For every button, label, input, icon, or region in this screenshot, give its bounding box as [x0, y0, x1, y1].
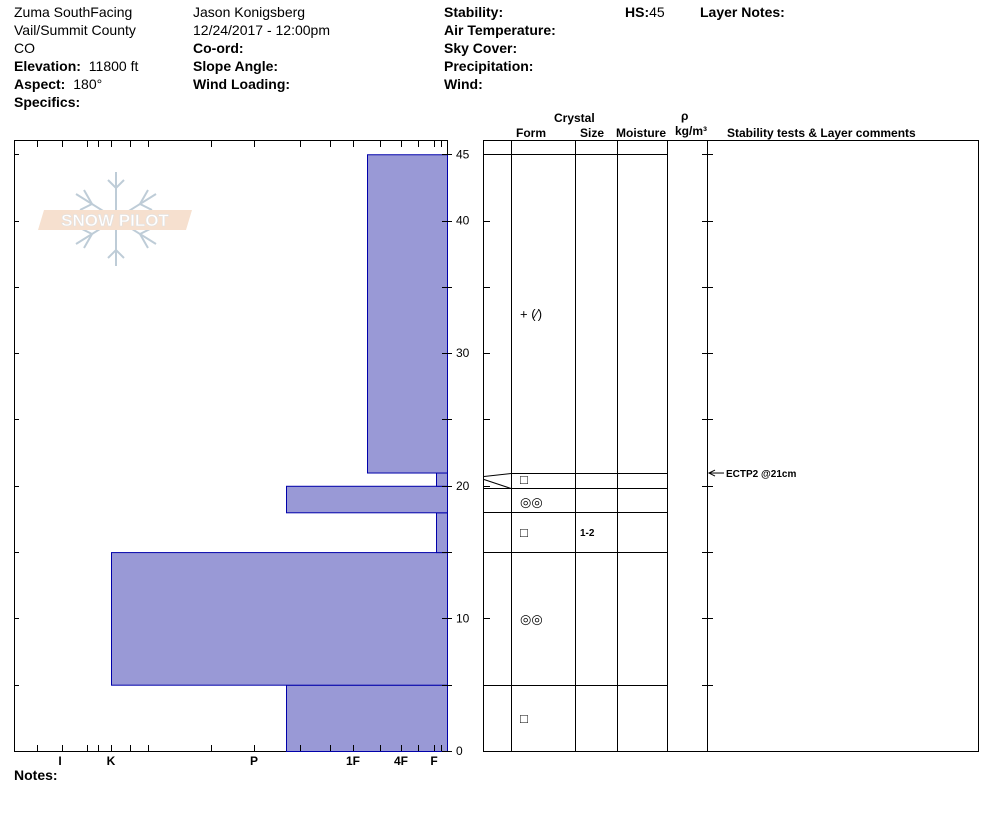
size-header: Size [580, 126, 605, 140]
notes-label: Notes: [14, 767, 58, 783]
table-column-dividers [512, 140, 708, 751]
wind-loading-label: Wind Loading: [193, 76, 291, 92]
layer-table-frame [484, 141, 979, 752]
density-unit-header: kg/m³ [675, 124, 708, 138]
depth-label-45: 45 [456, 147, 470, 162]
hardness-label-4F: 4F [393, 754, 409, 768]
moisture-header: Moisture [616, 126, 667, 140]
aspect-label: Aspect: [14, 76, 66, 92]
table-ticks [484, 155, 713, 752]
grain-form-1: ◎◎ [520, 611, 543, 627]
rho-header: ρ [681, 109, 689, 123]
stability-test-annotations [709, 469, 796, 480]
depth-label-0: 0 [456, 744, 463, 758]
grain-form-4: □ [520, 472, 528, 488]
hardness-bar-3 [287, 486, 448, 513]
hardness-bar-2 [437, 513, 448, 553]
coord-label: Co-ord: [193, 40, 244, 56]
test-label-0: ECTP2 @21cm [726, 469, 797, 481]
observer: Jason Konigsberg [193, 4, 306, 20]
elevation-label: Elevation: [14, 58, 81, 74]
region: Vail/Summit County [14, 22, 136, 38]
hardness-bar-1 [112, 553, 448, 686]
grain-size-2: 1-2 [580, 528, 595, 540]
comments-header: Stability tests & Layer comments [727, 126, 916, 140]
hs-label: HS: [625, 4, 650, 20]
location-name: Zuma SouthFacing [14, 4, 133, 20]
hardness-label-K: K [106, 754, 116, 768]
logo-text: SNOW PILOT [61, 211, 169, 230]
depth-label-20: 20 [456, 478, 470, 493]
snowpilot-logo [38, 172, 192, 266]
grain-form-0: □ [520, 710, 528, 726]
datetime: 12/24/2017 - 12:00pm [193, 22, 330, 38]
layer-symbols [520, 306, 595, 725]
grain-form-3: ◎◎ [520, 494, 543, 510]
aspect-value: 180° [73, 76, 103, 92]
precipitation-label: Precipitation: [444, 58, 534, 74]
form-header: Form [516, 126, 546, 140]
wind-label: Wind: [444, 76, 483, 92]
hardness-bar-4 [437, 473, 448, 486]
stability-label: Stability: [444, 4, 504, 20]
air-temperature-label: Air Temperature: [444, 22, 556, 38]
depth-label-30: 30 [456, 346, 470, 361]
hardness-label-P: P [249, 754, 259, 768]
hardness-bars [112, 155, 448, 752]
hardness-bar-0 [287, 685, 448, 751]
layer-line-20-slant [484, 480, 511, 489]
sky-cover-label: Sky Cover: [444, 40, 518, 56]
hs-value: 45 [649, 4, 665, 20]
specifics-label: Specifics: [14, 94, 81, 110]
layer-line-21-slant [484, 474, 511, 477]
elevation-value: 11800 ft [88, 58, 139, 74]
hardness-label-F: F [430, 754, 438, 768]
layer-notes-label: Layer Notes: [700, 4, 785, 20]
depth-label-40: 40 [456, 213, 470, 228]
state: CO [14, 40, 35, 56]
hardness-label-I: I [58, 754, 62, 768]
hardness-label-1F: 1F [345, 754, 361, 768]
slope-angle-label: Slope Angle: [193, 58, 279, 74]
crystal-header: Crystal [554, 111, 595, 125]
hardness-bar-5 [368, 155, 448, 473]
grain-form-5: + (⁄) [520, 306, 543, 322]
grain-form-2: □ [520, 525, 528, 541]
depth-label-10: 10 [456, 611, 470, 626]
